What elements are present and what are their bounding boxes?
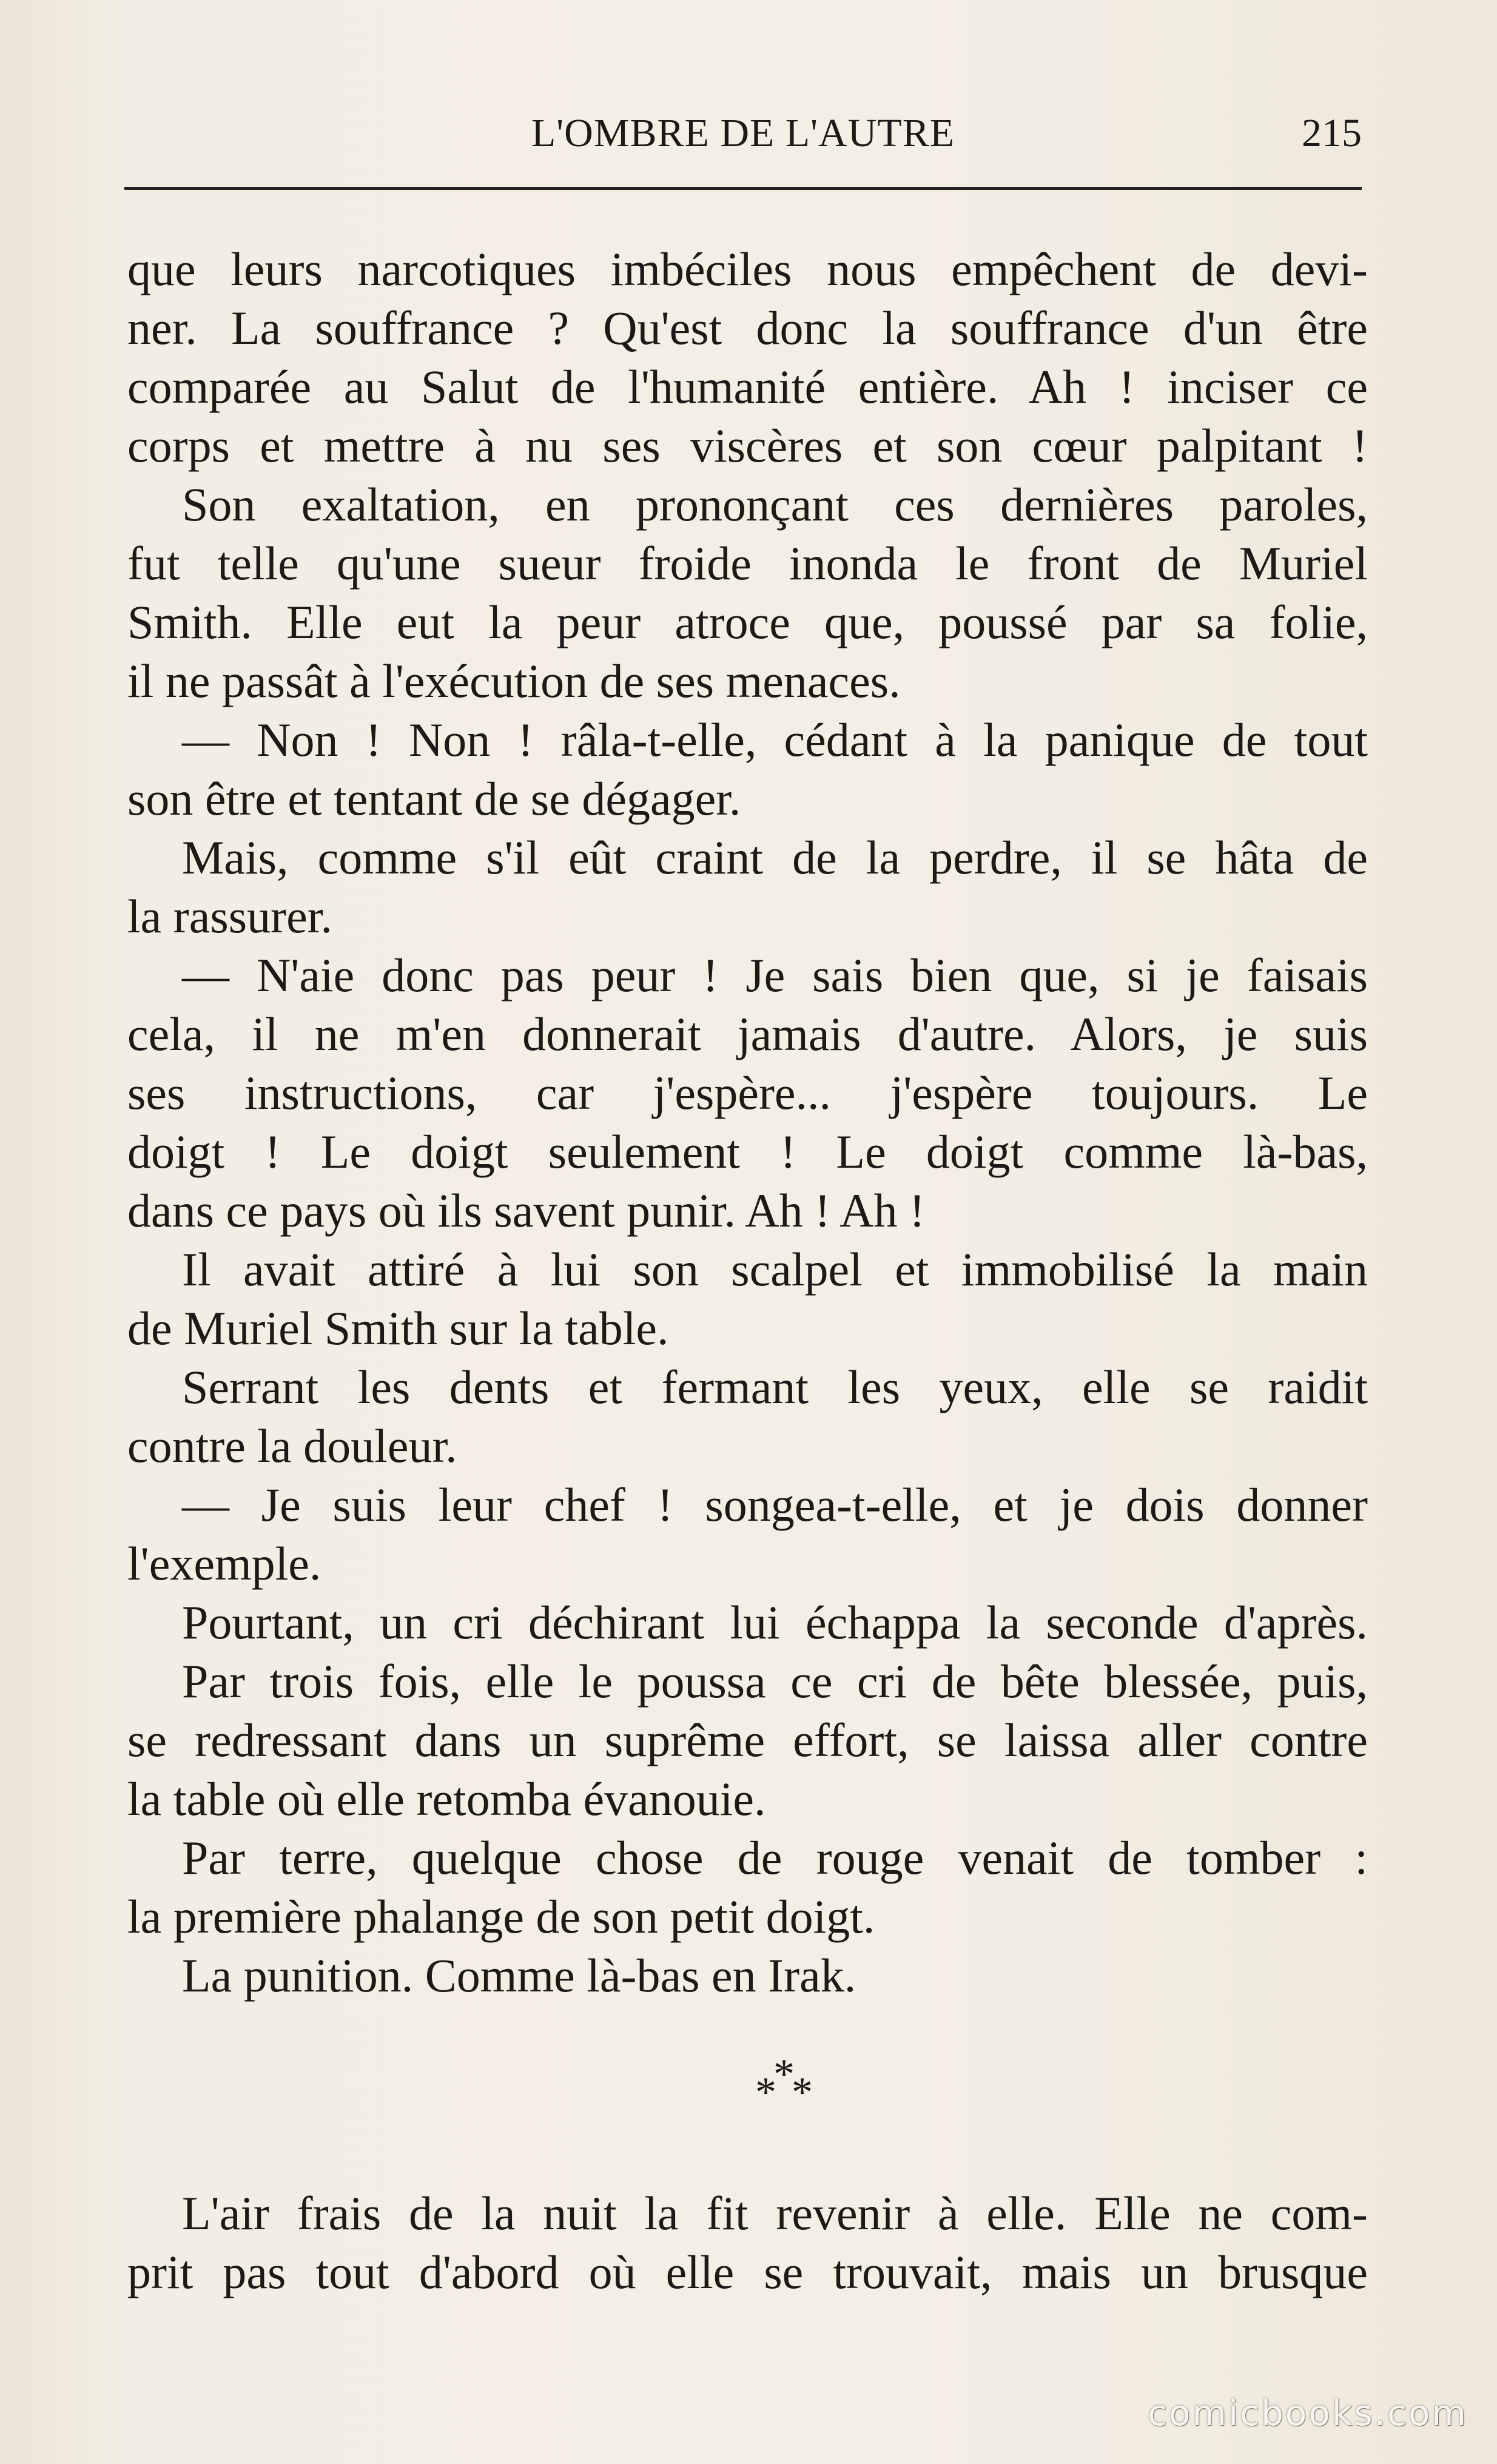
text-line: Serrant les dents et fermant les yeux, elle se raidit [182, 1361, 1368, 1413]
text-line: de Muriel Smith sur la table. [127, 1302, 669, 1355]
header-rule [124, 187, 1362, 190]
page-number: 215 [1302, 111, 1362, 155]
text-line: comparée au Salut de l'humanité entière. Ah ! inciser ce [127, 360, 1368, 413]
text-line: Par terre, quelque chose de rouge venait de tomber : [182, 1831, 1368, 1884]
text-line: doigt ! Le doigt seulement ! Le doigt comme là-bas, [127, 1125, 1368, 1178]
text-line: il ne passât à l'exécution de ses menaces. [127, 655, 901, 707]
text-line: dans ce pays où ils savent punir. Ah ! Ah ! [127, 1184, 925, 1237]
text-line: la table où elle retomba évanouie. [127, 1772, 766, 1825]
text-line: la rassurer. [127, 890, 332, 943]
text-line: la première phalange de son petit doigt. [127, 1890, 875, 1943]
asterism-star: * [755, 2069, 776, 2116]
body-text [127, 240, 1368, 2005]
text-line: que leurs narcotiques imbéciles nous empêchent de devi- [127, 243, 1368, 295]
text-line: La punition. Comme là-bas en Irak. [182, 1949, 856, 2002]
text-line: Son exaltation, en prononçant ces dernières paroles, [182, 478, 1368, 531]
continuation-text [127, 2184, 1368, 2301]
text-line: — Non ! Non ! râla-t-elle, cédant à la panique de tout [182, 713, 1368, 766]
text-line: Par trois fois, elle le poussa ce cri de bête blessée, puis, [182, 1655, 1368, 1708]
watermark-logo: comicbooks.com [1148, 2392, 1468, 2434]
text-line: L'air frais de la nuit la fit revenir à elle. Elle ne com- [182, 2187, 1368, 2240]
text-line: l'exemple. [127, 1537, 321, 1590]
text-line: Pourtant, un cri déchirant lui échappa la seconde d'après. [182, 1596, 1368, 1649]
text-line: son être et tentant de se dégager. [127, 772, 741, 825]
text-line: Il avait attiré à lui son scalpel et immobilisé la main [182, 1243, 1368, 1296]
text-line: ner. La souffrance ? Qu'est donc la souffrance d'un être [127, 301, 1368, 354]
text-line: prit pas tout d'abord où elle se trouvait, mais un brusque [127, 2246, 1368, 2298]
text-line: corps et mettre à nu ses viscères et son cœur palpitant ! [127, 419, 1368, 472]
asterism-star: * [792, 2069, 813, 2116]
text-line: cela, il ne m'en donnerait jamais d'autre. Alors, je suis [127, 1008, 1368, 1060]
text-line: Smith. Elle eut la peur atroce que, poussé par sa folie, [127, 596, 1368, 648]
text-line: se redressant dans un suprême effort, se laissa aller contre [127, 1714, 1368, 1766]
text-line: Mais, comme s'il eût craint de la perdre, il se hâta de [182, 831, 1368, 884]
text-line: ses instructions, car j'espère... j'espère toujours. Le [127, 1066, 1368, 1119]
section-break [0, 2051, 1497, 2138]
asterism-star: * [773, 2051, 795, 2098]
running-title: L'OMBRE DE L'AUTRE [531, 111, 955, 155]
text-line: fut telle qu'une sueur froide inonda le front de Muriel [127, 537, 1368, 590]
text-line: — N'aie donc pas peur ! Je sais bien que, si je faisais [182, 949, 1368, 1001]
running-header [124, 109, 1362, 158]
text-line: contre la douleur. [127, 1419, 457, 1472]
text-line: — Je suis leur chef ! songea-t-elle, et je dois donner [182, 1478, 1368, 1531]
